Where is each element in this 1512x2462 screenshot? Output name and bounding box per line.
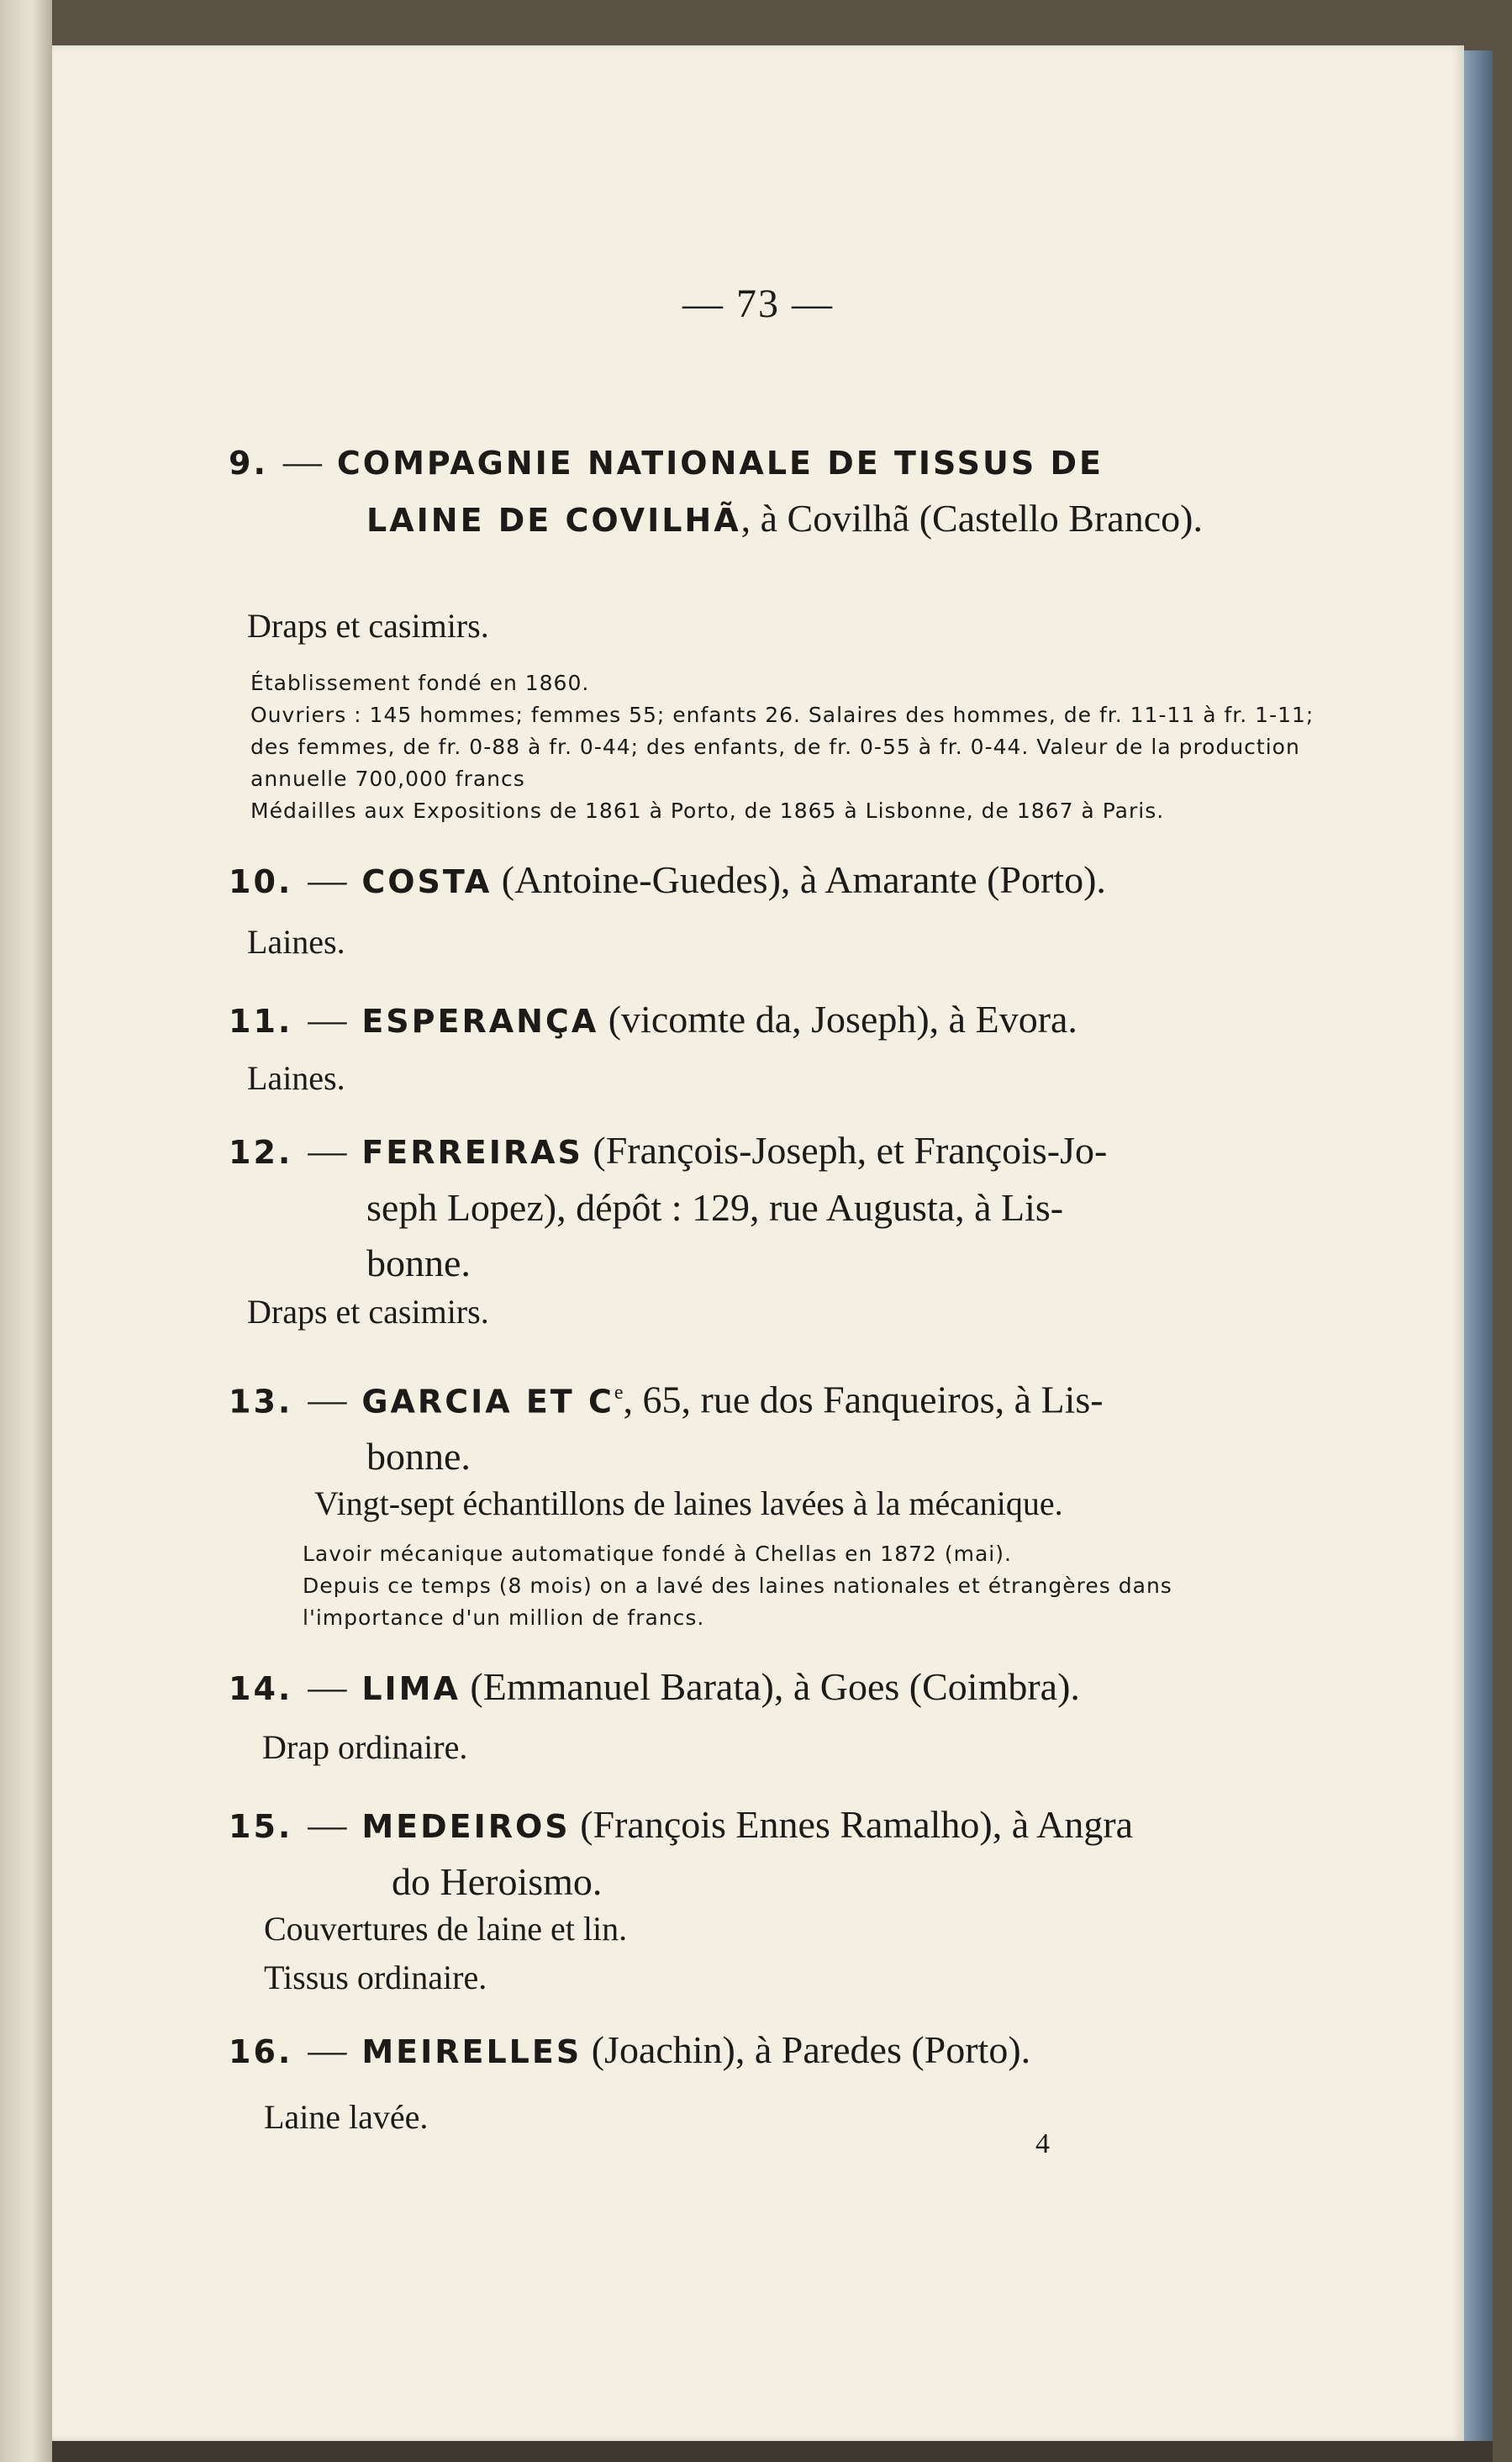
adjacent-page-edge bbox=[0, 0, 52, 2462]
entry-16-name: MEIRELLES bbox=[361, 2033, 582, 2070]
entry-13-note-volume: Depuis ce temps (8 mois) on a lavé des laines nationales et étrangères dans l'importance d'un million de francs. bbox=[303, 1574, 1172, 1630]
entry-9-details: , à Covilhã (Castello Branco). bbox=[740, 497, 1203, 540]
entry-15-product-1: Couvertures de laine et lin. bbox=[264, 1910, 628, 1948]
entry-12-product: Draps et casimirs. bbox=[247, 1293, 489, 1331]
entry-16-product: Laine lavée. bbox=[264, 2098, 429, 2136]
entry-9-note-workers: Ouvriers : 145 hommes; femmes 55; enfants 26. Salaires des hommes, de fr. 11-11 à fr. 1-11; des femmes, de fr. 0-88 à fr. 0-44; des enfants, de fr. 0-55 à fr. 0-44. Valeur de la production annuelle 700,000 francs bbox=[250, 703, 1314, 791]
entry-9-name-cont: LAINE DE COVILHÃ bbox=[366, 502, 741, 539]
entry-11-details: (vicomte da, Joseph), à Evora. bbox=[608, 998, 1077, 1041]
entry-9-name: COMPAGNIE NATIONALE DE TISSUS DE bbox=[336, 445, 1104, 482]
entry-13-notes bbox=[230, 1538, 1314, 1634]
entry-11-name: ESPERANÇA bbox=[361, 1003, 599, 1040]
entry-16-details: (Joachin), à Paredes (Porto). bbox=[591, 2028, 1031, 2071]
entry-9-notes bbox=[230, 667, 1314, 827]
entry-10-heading: 10. — COSTA (Antoine-Guedes), à Amarante (Porto). bbox=[229, 858, 1106, 901]
book-cover-edge bbox=[1464, 50, 1493, 2442]
entry-12-name: FERREIRAS bbox=[361, 1134, 583, 1171]
entry-14-name: LIMA bbox=[361, 1670, 461, 1707]
page-number: — 73 — bbox=[682, 282, 834, 326]
entry-9-note-founded: Établissement fondé en 1860. bbox=[250, 671, 590, 695]
entry-15-name: MEDEIROS bbox=[361, 1808, 571, 1845]
entry-13-product: Vingt-sept échantillons de laines lavées à la mécanique. bbox=[314, 1484, 1063, 1522]
entry-10-product: Laines. bbox=[247, 923, 345, 961]
entry-9-heading: 9. — COMPAGNIE NATIONALE DE TISSUS DE LAINE DE COVILHÃ, à Covilhã (Castello Branco). bbox=[229, 440, 1203, 540]
entry-9-note-medals: Médailles aux Expositions de 1861 à Porto, de 1865 à Lisbonne, de 1867 à Paris. bbox=[250, 799, 1165, 823]
entry-15-heading: 15. — MEDEIROS (François Ennes Ramalho), à Angra do Heroismo. bbox=[229, 1803, 1134, 1903]
entry-13-name: GARCIA ET C bbox=[361, 1383, 614, 1421]
signature-mark: 4 bbox=[1035, 2128, 1050, 2159]
entry-10-name: COSTA bbox=[361, 863, 493, 900]
entry-11-product: Laines. bbox=[247, 1059, 345, 1097]
entry-13-note-lavoir: Lavoir mécanique automatique fondé à Chellas en 1872 (mai). bbox=[303, 1542, 1012, 1566]
entry-16-heading: 16. — MEIRELLES (Joachin), à Paredes (Porto). bbox=[229, 2028, 1031, 2071]
entry-14-product: Drap ordinaire. bbox=[262, 1728, 468, 1766]
entry-13-heading: 13. — GARCIA ET Ce, 65, rue dos Fanqueiros, à Lis- bonne. bbox=[229, 1378, 1104, 1479]
entry-15-product-2: Tissus ordinaire. bbox=[264, 1959, 487, 1996]
scan-background bbox=[52, 2441, 1493, 2462]
entry-12-heading: 12. — FERREIRAS (François-Joseph, et François-Jo- seph Lopez), dépôt : 129, rue Augusta, à Lis- bonne. bbox=[229, 1129, 1108, 1284]
entry-10-details: (Antoine-Guedes), à Amarante (Porto). bbox=[501, 858, 1106, 901]
document-page bbox=[52, 45, 1464, 2441]
entry-14-details: (Emmanuel Barata), à Goes (Coimbra). bbox=[470, 1665, 1080, 1708]
entry-11-heading: 11. — ESPERANÇA (vicomte da, Joseph), à Evora. bbox=[229, 998, 1077, 1041]
entry-9-product: Draps et casimirs. bbox=[247, 607, 489, 645]
entry-14-heading: 14. — LIMA (Emmanuel Barata), à Goes (Coimbra). bbox=[229, 1665, 1080, 1708]
